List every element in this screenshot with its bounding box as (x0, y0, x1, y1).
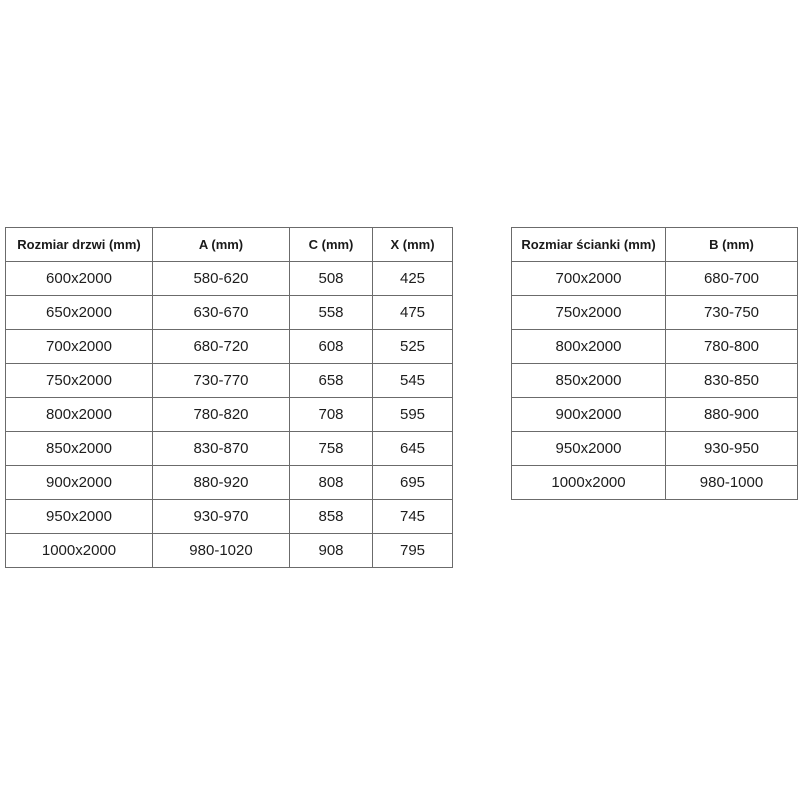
doors-cell-size: 1000x2000 (6, 534, 153, 568)
walls-cell-size: 900x2000 (512, 398, 666, 432)
walls-cell-b: 830-850 (666, 364, 798, 398)
doors-cell-c: 508 (290, 262, 373, 296)
table-row (6, 534, 453, 568)
table-row (6, 330, 453, 364)
walls-header-row (512, 228, 798, 262)
doors-cell-x: 795 (373, 534, 453, 568)
table-row (512, 262, 798, 296)
doors-header-a: A (mm) (153, 228, 290, 262)
doors-cell-size: 650x2000 (6, 296, 153, 330)
doors-cell-a: 680-720 (153, 330, 290, 364)
doors-cell-size: 950x2000 (6, 500, 153, 534)
walls-cell-b: 680-700 (666, 262, 798, 296)
walls-cell-size: 1000x2000 (512, 466, 666, 500)
doors-cell-a: 730-770 (153, 364, 290, 398)
walls-cell-b: 880-900 (666, 398, 798, 432)
doors-cell-size: 850x2000 (6, 432, 153, 466)
doors-cell-x: 745 (373, 500, 453, 534)
doors-cell-a: 830-870 (153, 432, 290, 466)
walls-cell-size: 950x2000 (512, 432, 666, 466)
doors-header-c: C (mm) (290, 228, 373, 262)
walls-cell-b: 780-800 (666, 330, 798, 364)
doors-cell-x: 595 (373, 398, 453, 432)
doors-cell-size: 700x2000 (6, 330, 153, 364)
doors-cell-c: 758 (290, 432, 373, 466)
doors-cell-x: 475 (373, 296, 453, 330)
doors-cell-x: 525 (373, 330, 453, 364)
table-row (6, 262, 453, 296)
table-row (6, 500, 453, 534)
table-row (6, 296, 453, 330)
doors-cell-c: 558 (290, 296, 373, 330)
walls-cell-b: 730-750 (666, 296, 798, 330)
table-row (512, 398, 798, 432)
doors-cell-x: 695 (373, 466, 453, 500)
table-row (512, 296, 798, 330)
walls-header-rozmiar-scianki: Rozmiar ścianki (mm) (512, 228, 666, 262)
doors-cell-x: 545 (373, 364, 453, 398)
doors-table (5, 227, 453, 568)
walls-cell-size: 700x2000 (512, 262, 666, 296)
doors-cell-x: 645 (373, 432, 453, 466)
doors-header-rozmiar-drzwi: Rozmiar drzwi (mm) (6, 228, 153, 262)
table-row (512, 364, 798, 398)
table-row (6, 432, 453, 466)
doors-header-row (6, 228, 453, 262)
table-row (512, 330, 798, 364)
walls-cell-size: 800x2000 (512, 330, 666, 364)
doors-cell-a: 580-620 (153, 262, 290, 296)
doors-cell-size: 750x2000 (6, 364, 153, 398)
doors-cell-a: 880-920 (153, 466, 290, 500)
doors-cell-a: 930-970 (153, 500, 290, 534)
doors-cell-c: 608 (290, 330, 373, 364)
walls-header-b: B (mm) (666, 228, 798, 262)
doors-cell-c: 808 (290, 466, 373, 500)
table-row (512, 466, 798, 500)
doors-header-x: X (mm) (373, 228, 453, 262)
table-row (6, 364, 453, 398)
table-row (6, 398, 453, 432)
doors-cell-a: 630-670 (153, 296, 290, 330)
doors-cell-a: 980-1020 (153, 534, 290, 568)
table-row (512, 432, 798, 466)
doors-cell-size: 900x2000 (6, 466, 153, 500)
doors-cell-x: 425 (373, 262, 453, 296)
walls-table (511, 227, 798, 500)
walls-cell-size: 750x2000 (512, 296, 666, 330)
table-row (6, 466, 453, 500)
doors-cell-c: 658 (290, 364, 373, 398)
doors-cell-size: 800x2000 (6, 398, 153, 432)
doors-cell-c: 708 (290, 398, 373, 432)
doors-cell-size: 600x2000 (6, 262, 153, 296)
doors-cell-a: 780-820 (153, 398, 290, 432)
walls-cell-b: 980-1000 (666, 466, 798, 500)
walls-cell-size: 850x2000 (512, 364, 666, 398)
doors-cell-c: 858 (290, 500, 373, 534)
doors-cell-c: 908 (290, 534, 373, 568)
walls-cell-b: 930-950 (666, 432, 798, 466)
